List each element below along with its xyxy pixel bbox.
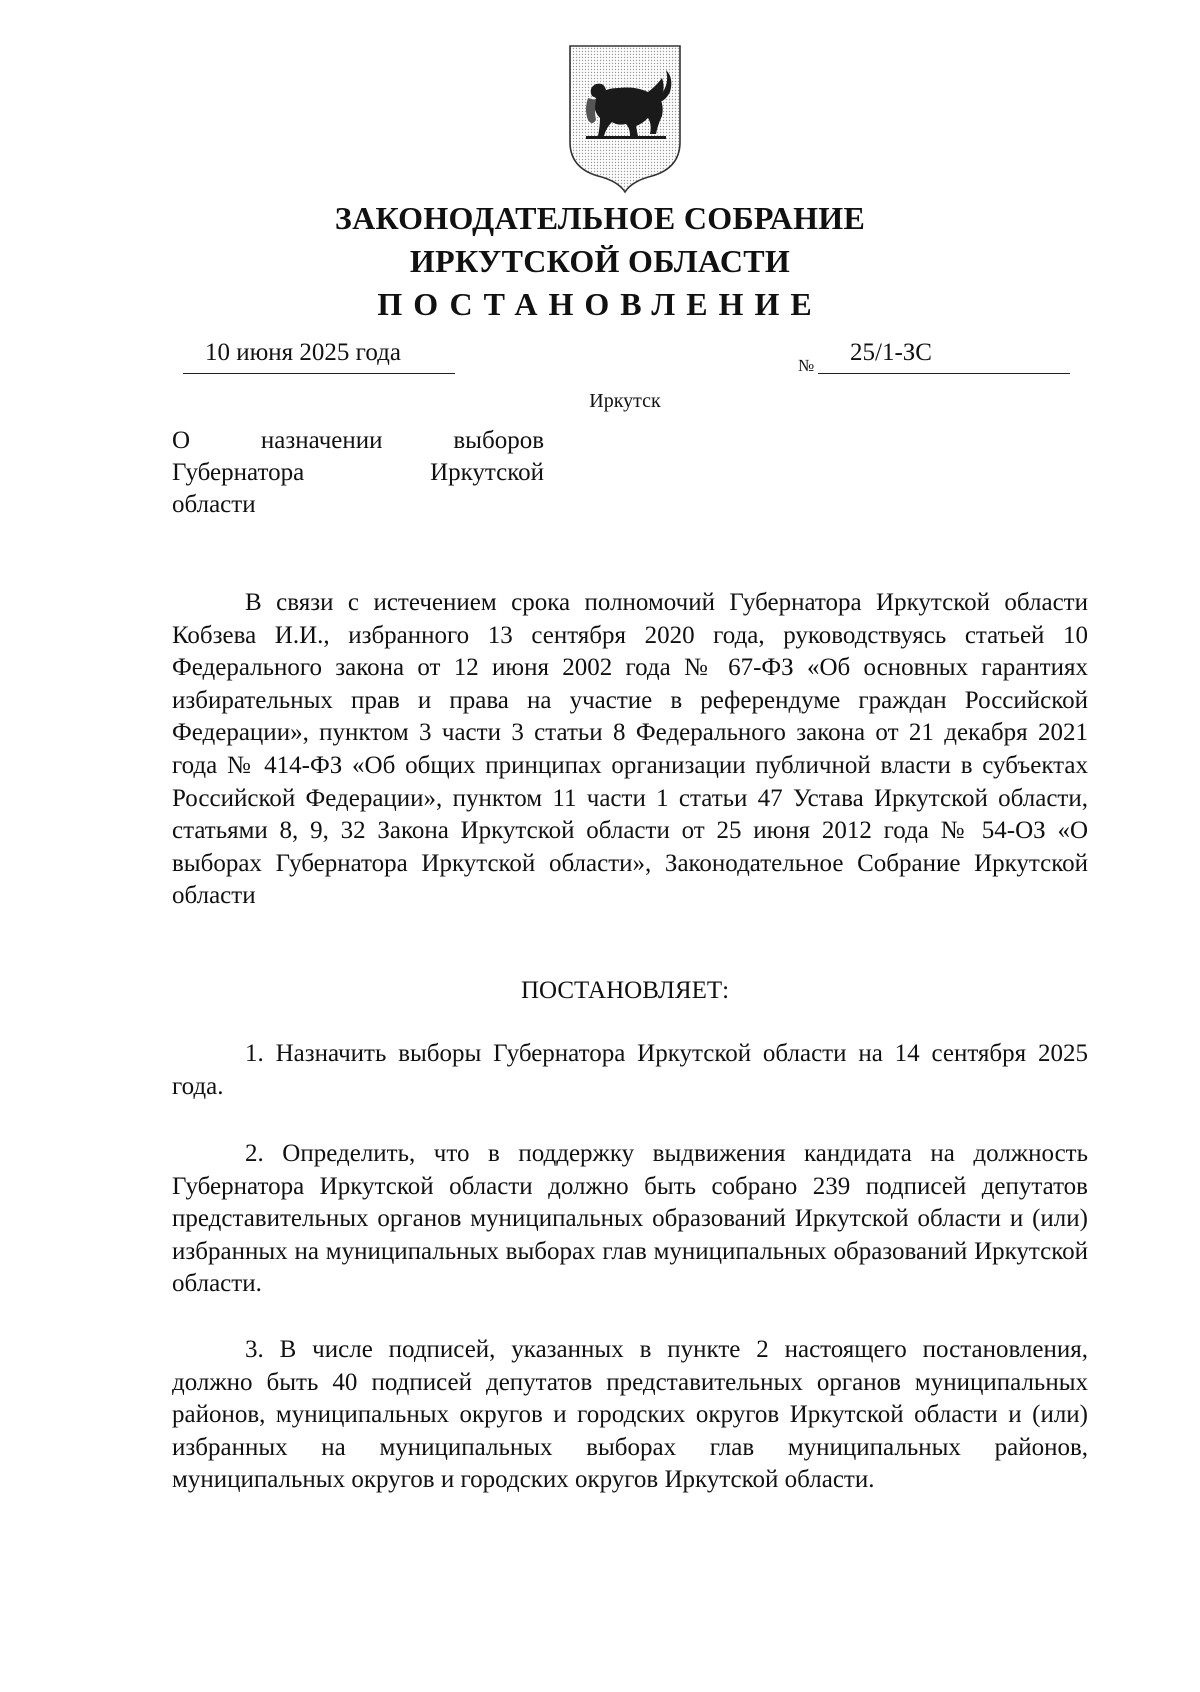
document-city: Иркутск xyxy=(589,390,661,412)
document-subject xyxy=(172,425,544,521)
resolve-heading: ПОСТАНОВЛЯЕТ: xyxy=(520,977,730,1004)
subject-line: области xyxy=(172,491,256,518)
irkutsk-coat-of-arms-icon xyxy=(566,44,684,194)
point-3 xyxy=(172,1334,1088,1497)
point-text: 1. Назначить выборы Губернатора Иркутской области на 14 сентября 2025 года. xyxy=(172,1040,1088,1100)
preamble-text: В связи с истечением срока полномочий Губернатора Иркутской области Кобзева И.И., избранного 13 сентября 2020 года, руководствуясь статьей 10 Федерального закона от 12 июня 2002 года № 67-ФЗ «Об основных гарантиях избирательных прав и права на участие в референдуме граждан Российской Федерации», пунктом 3 части 3 статьи 8 Федерального закона от 21 декабря 2021 года № 414-ФЗ «Об общих принципах организации публичной власти в субъектах Российской Федерации», пунктом 11 части 1 статьи 47 Устава Иркутской области, статьями 8, 9, 32 Закона Иркутской области от 25 июня 2012 года № 54-ОЗ «О выборах Губернатора Иркутской области», Законодательное Собрание Иркутской области xyxy=(172,589,1088,910)
subject-line: О назначении выборов xyxy=(172,427,544,454)
organization-name-line1: ЗАКОНОДАТЕЛЬНОЕ СОБРАНИЕ xyxy=(334,200,866,236)
point-text: 3. В числе подписей, указанных в пункте 2 настоящего постановления, должно быть 40 подписей депутатов представительных органов муниципальных районов, муниципальных округов и городских округов Иркутской области и (или) избранных на муниципальных выборах глав муниципальных районов, муниципальных округов и городских округов Иркутской области. xyxy=(172,1336,1088,1494)
point-2 xyxy=(172,1138,1088,1301)
preamble-paragraph xyxy=(172,587,1088,913)
point-1 xyxy=(172,1038,1088,1103)
organization-name-line2: ИРКУТСКОЙ ОБЛАСТИ xyxy=(409,243,791,279)
date-underline xyxy=(183,373,455,374)
point-text: 2. Определить, что в поддержку выдвижения кандидата на должность Губернатора Иркутской области должно быть собрано 239 подписей депутатов представительных органов муниципальных образований Иркутской области и (или) избранных на муниципальных выборах глав муниципальных образований Иркутской области. xyxy=(172,1140,1088,1298)
document-date: 10 июня 2025 года xyxy=(205,339,401,366)
subject-line: Губернатора Иркутской xyxy=(172,459,544,486)
document-type: ПОСТАНОВЛЕНИЕ xyxy=(377,286,823,322)
document-number: 25/1-ЗС xyxy=(850,339,932,366)
number-sign: № xyxy=(798,356,815,375)
number-underline xyxy=(818,373,1070,374)
